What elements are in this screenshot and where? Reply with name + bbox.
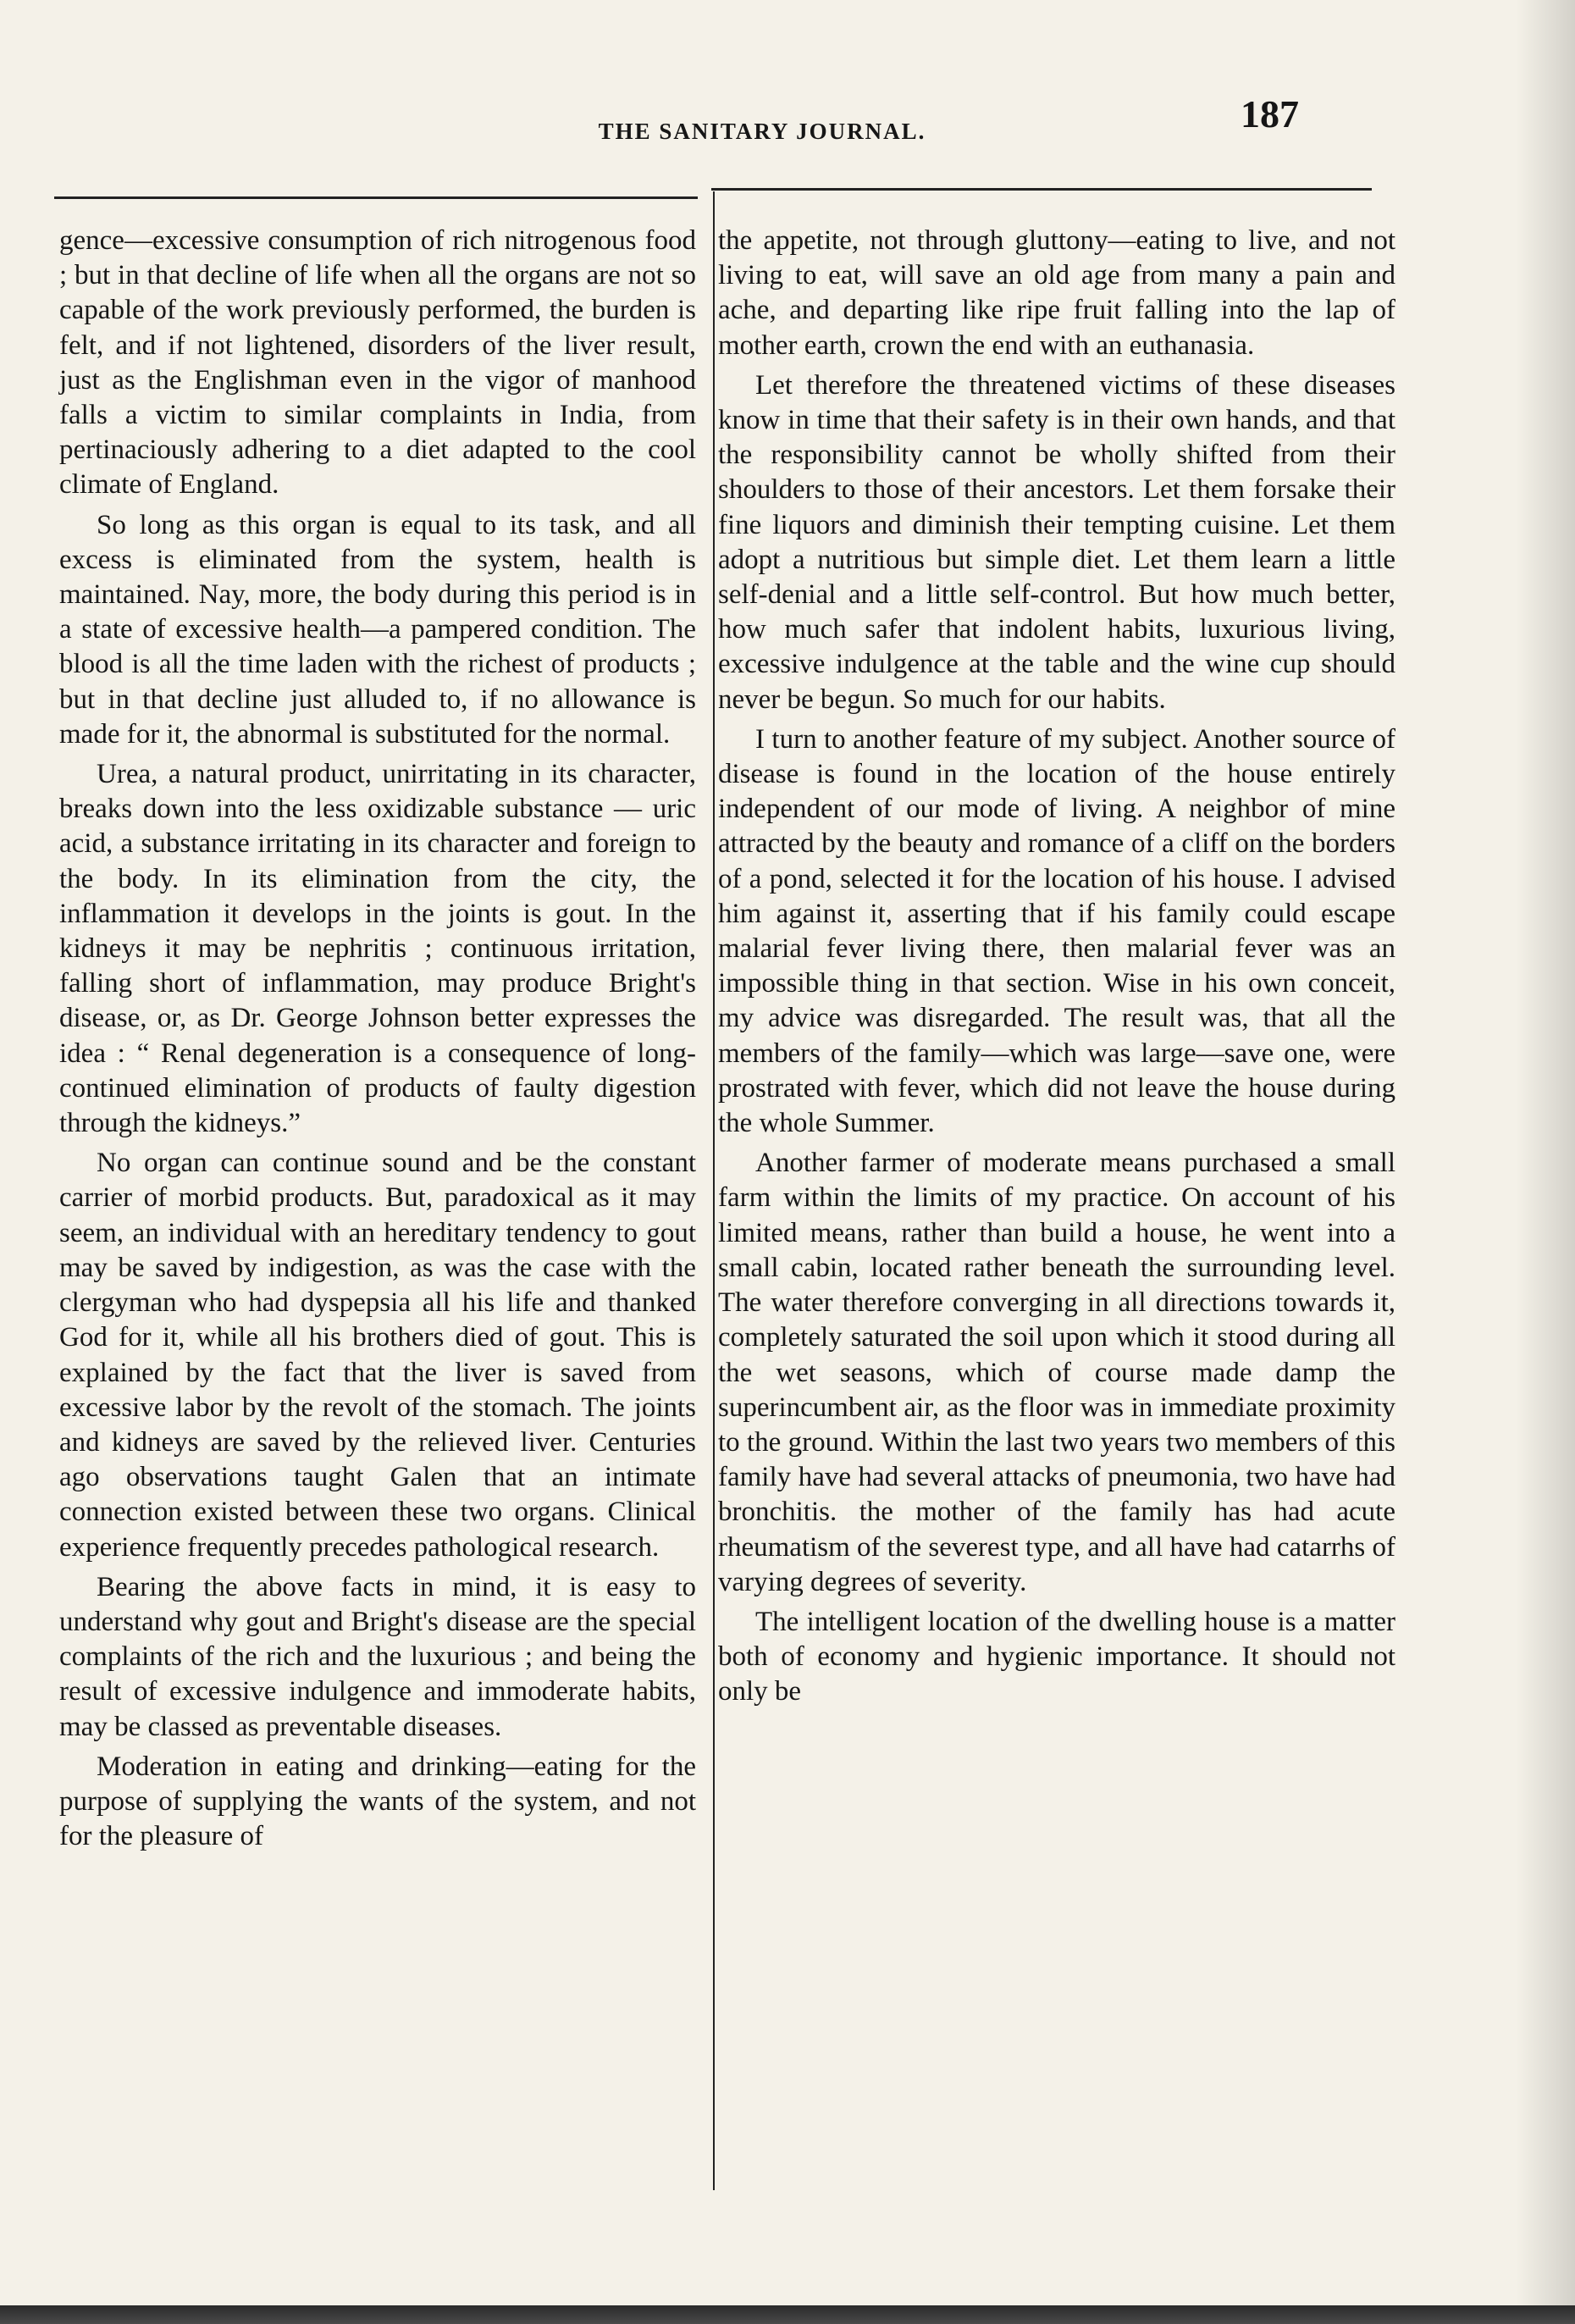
paragraph: The intelligent location of the dwelling house is a matter both of economy and hygienic importance. It should not only be	[718, 1606, 1395, 1707]
page-number: 187	[1241, 92, 1299, 136]
scan-bottom-edge	[0, 2305, 1575, 2324]
page-spine-shadow	[1516, 0, 1575, 2305]
paragraph: So long as this organ is equal to its task, and all excess is eliminated from the system, health is maintained. Nay, more, the body during this period is in a state of excessive health—a pampered condition. The blood is all the time laden with the richest of products ; but in that decline just alluded to, if no allowance is made for it, the abnormal is substituted for the normal.	[59, 509, 696, 750]
header-rule-left	[54, 196, 698, 199]
paragraph: Moderation in eating and drinking—eating for the purpose of supplying the wants of the system, and not for the pleasure of	[59, 1751, 696, 1852]
left-column	[59, 224, 696, 1859]
column-divider	[713, 191, 715, 2190]
paragraph: Another farmer of moderate means purchased a small farm within the limits of my practice. On account of his limited means, rather than build a house, he went into a small cabin, located rather beneath the surrounding level. The water therefore converging in all directions towards it, completely saturated the soil upon which it stood during all the wet seasons, which of course made damp the superincumbent air, as the floor was in immediate proximity to the ground. Within the last two years two members of this family have had several attacks of pneumonia, two have had bronchitis. the mother of the family has had acute rheumatism of the severest type, and all have had catarrhs of varying degrees of severity.	[718, 1148, 1395, 1597]
paragraph: Let therefore the threatened victims of these diseases know in time that their safety is in their own hands, and that the responsibility cannot be wholly shifted from their shoulders to those of their ancestors. Let them forsake their fine liquors and diminish their tempting cuisine. Let them adopt a nutritious but simple diet. Let them learn a little self-denial and a little self-control. But how much better, how much safer that indolent habits, luxurious living, excessive indulgence at the table and the wine cup should never be begun. So much for our habits.	[718, 369, 1395, 715]
right-column	[718, 224, 1395, 1715]
paragraph: the appetite, not through gluttony—eating to live, and not living to eat, will save an old age from many a pain and ache, and departing like ripe fruit falling into the lap of mother earth, crown the end with an euthanasia.	[718, 225, 1395, 361]
running-head: THE SANITARY JOURNAL.	[598, 119, 926, 144]
paragraph: No organ can continue sound and be the constant carrier of morbid products. But, paradoxical as it may seem, an individual with an hereditary tendency to gout may be saved by indigestion, as was the case with the clergyman who had dyspepsia all his life and thanked God for it, while all his brothers died of gout. This is explained by the fact that the liver is saved from excessive labor by the revolt of the stomach. The joints and kidneys are saved by the relieved liver. Centuries ago observations taught Galen that an intimate connection existed between these two organs. Clinical experience frequently precedes pathological research.	[59, 1148, 696, 1563]
paragraph: I turn to another feature of my subject. Another source of disease is found in the location of the house entirely independent of our mode of living. A neighbor of mine attracted by the beauty and romance of a cliff on the borders of a pond, selected it for the location of his house. I advised him against it, asserting that if his family could escape malarial fever living there, then malarial fever was an impossible thing in that section. Wise in his own conceit, my advice was disregarded. The result was, that all the members of the family—which was large—save one, were prostrated with fever, which did not leave the house during the whole Summer.	[718, 723, 1395, 1139]
paragraph: gence—excessive consumption of rich nitrogenous food ; but in that decline of life when all the organs are not so capable of the work previously performed, the burden is felt, and if not lightened, disorders of the liver result, just as the Englishman even in the vigor of manhood falls a victim to similar complaints in India, from pertinaciously adhering to a diet adapted to the cool climate of England.	[59, 225, 696, 501]
paragraph: Bearing the above facts in mind, it is easy to understand why gout and Bright's disease are the special complaints of the rich and the luxurious ; and being the result of excessive indulgence and immoderate habits, may be classed as preventable diseases.	[59, 1571, 696, 1742]
header-rule-right	[711, 188, 1372, 191]
paragraph: Urea, a natural product, unirritating in its character, breaks down into the less oxidizable substance — uric acid, a substance irritating in its character and foreign to the body. In its elimination from the city, the inflammation it develops in the joints is gout. In the kidneys it may be nephritis ; continuous irritation, falling short of inflammation, may produce Bright's disease, or, as Dr. George Johnson better expresses the idea : “ Renal degeneration is a consequence of long-continued elimination of products of faulty digestion through the kidneys.”	[59, 759, 696, 1139]
